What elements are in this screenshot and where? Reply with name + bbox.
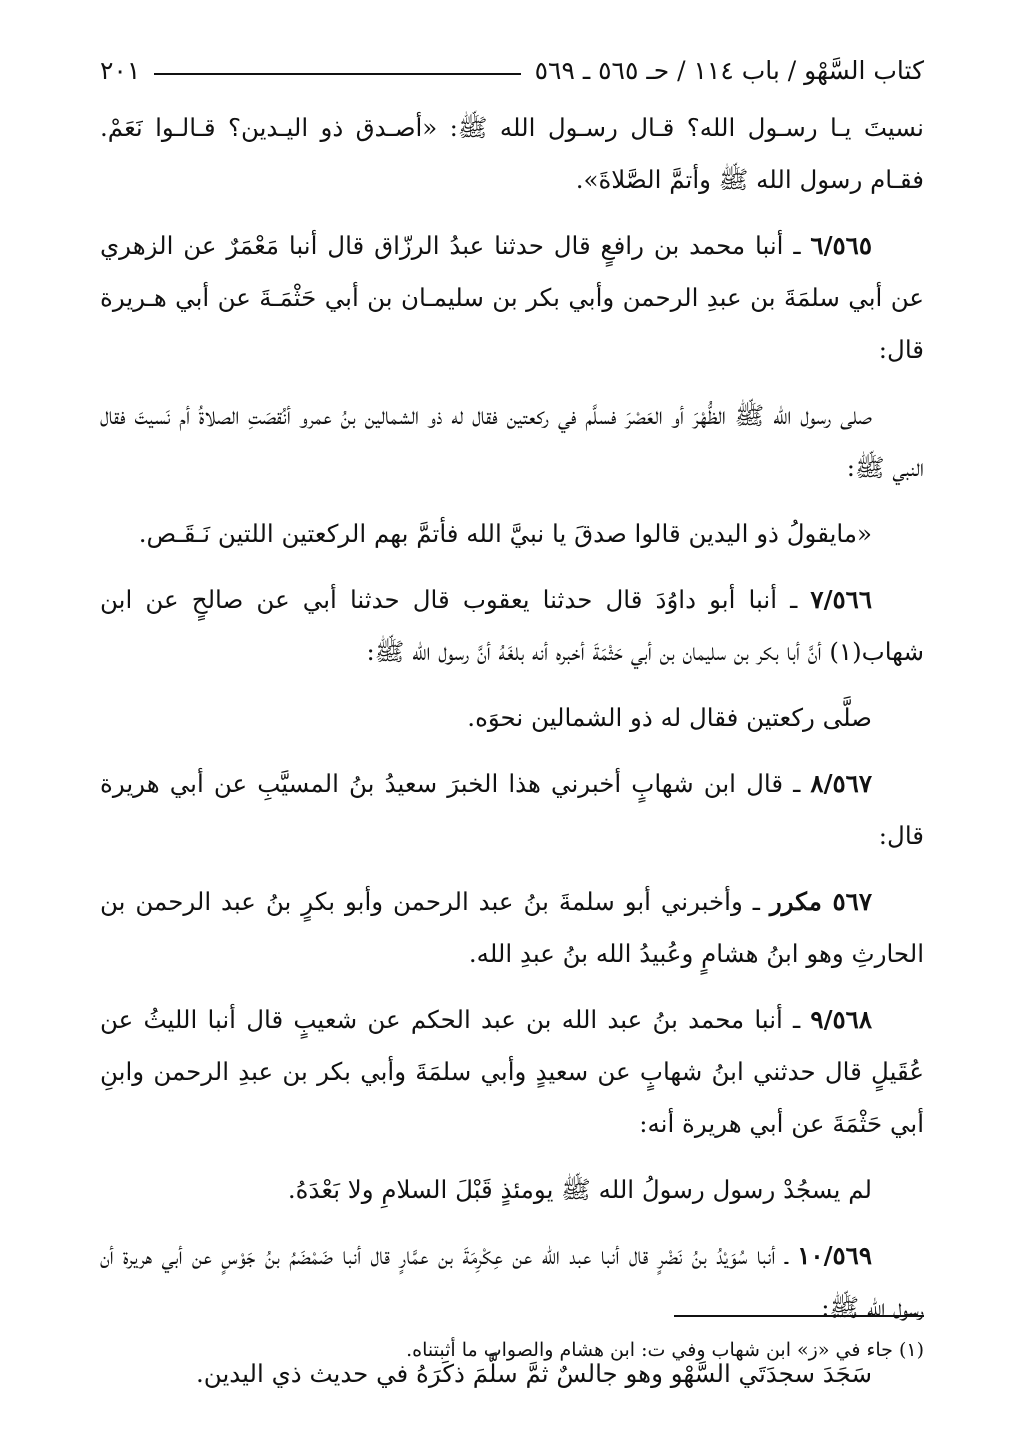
- footnote: (١) جاء في «ز» ابن شهاب وفي ت: ابن هشام والصواب ما أثبتناه.: [406, 1339, 924, 1361]
- hadith-number: ٨/٥٦٧: [810, 769, 872, 798]
- hadith-number: ٥٦٧ مكرر: [769, 887, 872, 916]
- paragraph-text: ـ أنبا محمد بن رافعٍ قال حدثنا عبدُ الرزّاق قال أنبا مَعْمَرٌ عن الزهري عن أبي سلمَةَ بن عبدِ الرحمن وأبي بكر بن سليمـان بن أبي حَثْمَـةَ عن أبي هـريرة قال:: [100, 231, 924, 364]
- text-paragraph: [100, 508, 924, 560]
- hadith-number: ١٠/٥٦٩: [797, 1241, 872, 1270]
- paragraph-text: لم يسجُدْ رسول رسولُ الله ﷺ يومئذٍ قَبْلَ السلامِ ولا بَعْدَهُ.: [287, 1175, 872, 1204]
- paragraph-text: ـ أنبا أبو داوُدَ قال حدثنا يعقوب قال حدثنا أبي عن صالحٍ عن ابن شهاب(١) أنَّ أبا بكر بن سليمان بن أبي حَثْمَةَ أخبره أنه بلغَهُ أنَّ رسول الله ﷺ:: [100, 585, 924, 666]
- paragraph-text: صلَّى ركعتين فقال له ذو الشمالين نحوَه.: [467, 703, 872, 732]
- text-paragraph: [100, 876, 924, 980]
- text-paragraph: [100, 390, 924, 494]
- text-paragraph: [100, 574, 924, 678]
- text-paragraph: [100, 1230, 924, 1334]
- running-header: [100, 48, 924, 92]
- main-text: [100, 102, 924, 1414]
- text-paragraph: [100, 102, 924, 206]
- paragraph-text: نسيتَ يـا رسـول الله؟ قـال رسـول الله ﷺ: «أصـدق ذو اليـدين؟ قـالـوا نَعَمْ. فقـام رسول الله ﷺ وأتمَّ الصَّلاةَ».: [100, 113, 924, 194]
- text-paragraph: [100, 692, 924, 744]
- footnote-divider: [674, 1315, 924, 1317]
- hadith-number: ٧/٥٦٦: [810, 585, 872, 614]
- text-paragraph: [100, 1164, 924, 1216]
- paragraph-text: ـ قال ابن شهابٍ أخبرني هذا الخبرَ سعيدُ بنُ المسيَّبِ عن أبي هريرة قال:: [100, 769, 924, 850]
- chapter-title: كتاب السَّهْو / باب ١١٤ / حـ ٥٦٥ ـ ٥٦٩: [534, 55, 924, 85]
- page-number: ٢٠١: [100, 55, 141, 85]
- hadith-number: ٩/٥٦٨: [810, 1005, 872, 1034]
- paragraph-text: ـ أنبا محمد بنُ عبد الله بن عبد الحكم عن شعيبٍ قال أنبا الليثُ عن عُقَيلٍ قال حدثني ابنُ شهابٍ عن سعيدٍ وأبي سلمَةَ وأبي بكر بن عبدِ الرحمن وابنِ أبي حَثْمَةَ عن أبي هريرة أنه:: [100, 1005, 924, 1138]
- text-paragraph: [100, 758, 924, 862]
- paragraph-text: ـ وأخبرني أبو سلمةَ بنُ عبد الرحمن وأبو بكرٍ بنُ عبد الرحمن بن الحارثِ وهو ابنُ هشامٍ وعُبيدُ الله بنُ عبدِ الله.: [100, 887, 924, 968]
- paragraph-text: صلى رسول الله ﷺ الظُّهْرَ أو العَصْرَ فسلَّم في ركعتين فقال له ذو الشمالين بنُ عمرو أنُقصَتِ الصلاةُ أم نَسيتَ فقال النبي ﷺ:: [100, 401, 924, 482]
- header-rule: [154, 73, 520, 75]
- text-paragraph: [100, 220, 924, 376]
- text-paragraph: [100, 994, 924, 1150]
- paragraph-text: ـ أنبا سُوَيْدُ بنُ نَضْرٍ قال أنبا عبد الله عن عِكْرِمَةَ بن عمَّارٍ قال أنبا ضَمْضَمُ بنُ جَوْسٍ عن أبي هريرة أن رسول الله ﷺ:: [100, 1241, 924, 1322]
- paragraph-text: «مايقولُ ذو اليدين قالوا صدقَ يا نبيَّ الله فأتمَّ بهم الركعتين اللتين نَـقَـص.: [138, 519, 872, 548]
- hadith-number: ٦/٥٦٥: [810, 231, 872, 260]
- paragraph-text: سَجَدَ سجدَتَي السَّهْو وهو جالسٌ ثمَّ سلَّمَ ذكَرَهُ في حديث ذي اليدين.: [196, 1359, 872, 1388]
